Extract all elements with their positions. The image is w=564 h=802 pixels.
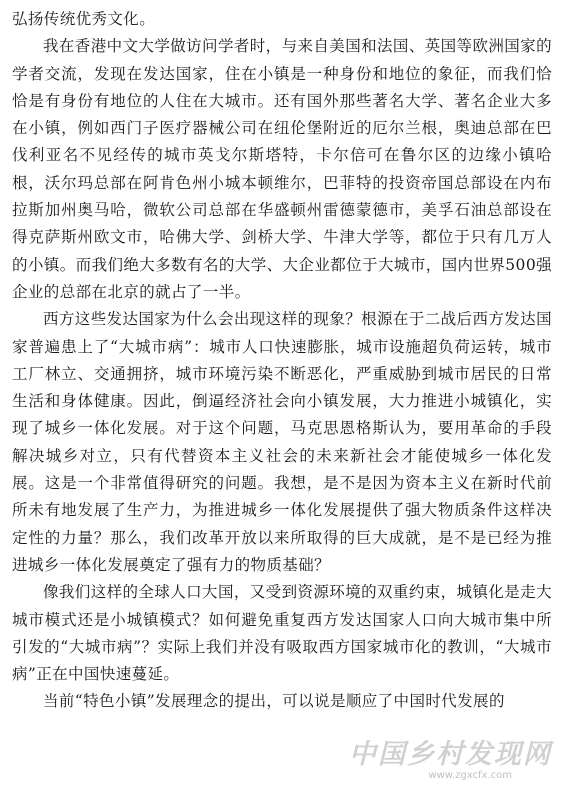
paragraph-urbanization-model: 像我们这样的全球人口大国，又受到资源环境的双重约束，城镇化是走大城市模式还是小城镇模式？如何避免重复西方发达国家人口向大城市集中所引发的“大城市病”？实际上我们并没有吸取西方国家城市化的教训，“大城市病”正在中国快速蔓延。 xyxy=(12,583,552,684)
paragraph-characteristic-towns: 当前“特色小镇”发展理念的提出，可以说是顺应了中国时代发展的 xyxy=(43,692,505,711)
paragraph-big-city-disease: 西方这些发达国家为什么会出现这样的现象？根源在于二战后西方发达国家普遍患上了“大城市病”：城市人口快速膨胀，城市设施超负荷运转，城市工厂林立、交通拥挤，城市环境污染不断恶化，严重威胁到城市居民的日常生活和身体健康。因此，倒逼经济社会向小镇发展，大力推进小城镇化，实现了城乡一体化发展。对于这个问题，马克思恩格斯认为，要用革命的手段解决城乡对立，只有代替资本主义社会的未来新社会才能使城乡一体化发展。这是一个非常值得研究的问题。我想，是不是因为资本主义在新时代前所未有地发展了生产力，为推进城乡一体化发展提供了强大物质条件这样决定性的力量？那么，我们改革开放以来所取得的巨大成就，是不是已经为推进城乡一体化发展奠定了强有力的物质基础？ xyxy=(12,310,552,574)
paragraph-visiting-scholar: 我在香港中文大学做访问学者时，与来自美国和法国、英国等欧洲国家的学者交流，发现在发达国家，住在小镇是一种身份和地位的象征，而我们恰恰是有身份有地位的人住在大城市。还有国外那些著名大学、著名企业大多在小镇，例如西门子医疗器械公司在纽伦堡附近的厄尔兰根，奥迪总部在巴伐利亚名不见经传的城市英戈尔斯塔特，卡尔倍可在鲁尔区的边缘小镇哈根，沃尔玛总部在阿肯色州小城本顿维尔，巴菲特的投资帝国总部设在内布拉斯加州奥马哈，微软公司总部在华盛顿州雷德蒙德市，美孚石油总部设在得克萨斯州欧文市，哈佛大学、剑桥大学、牛津大学等，都位于只有几万人的小镇。而我们绝大多数有名的大学、大企业都位于大城市，国内世界500强企业的总部在北京的就占了一半。 xyxy=(12,37,552,301)
paragraph-continuation: 弘扬传统优秀文化。 xyxy=(12,10,156,28)
watermark-url: www.zgxcfx.com xyxy=(428,770,512,781)
watermark-title: 中国乡村发现网 xyxy=(349,739,552,770)
